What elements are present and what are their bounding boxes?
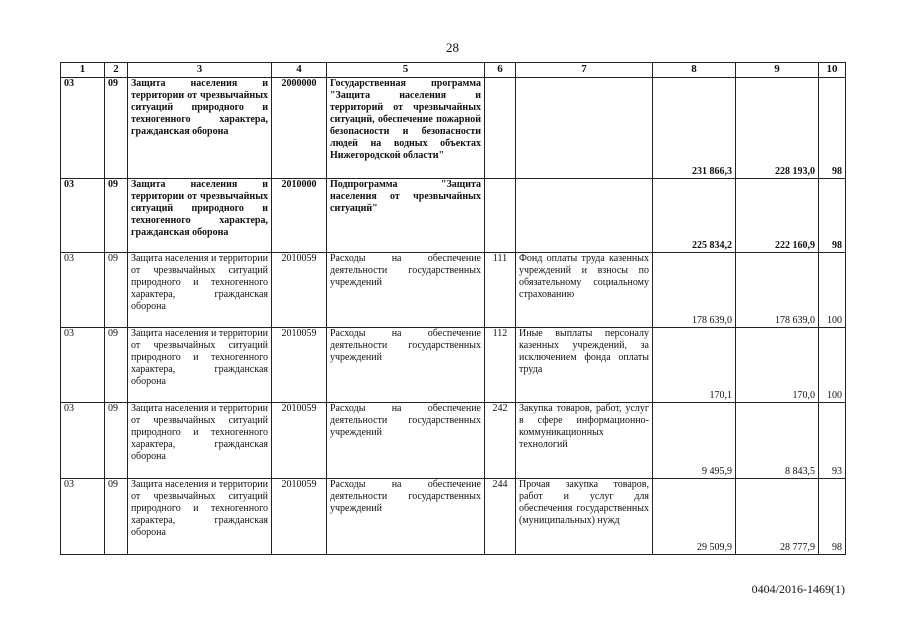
page-number: 28 xyxy=(446,40,459,55)
section-code: 03 xyxy=(61,403,105,479)
expense-type-name: Прочая закупка товаров, работ и услуг для обеспечения государственных (муниципальных) нужд xyxy=(516,479,653,555)
actual-amount: 8 843,5 xyxy=(736,403,819,479)
expense-type-name xyxy=(516,179,653,253)
execution-percent: 98 xyxy=(819,78,846,179)
execution-percent: 93 xyxy=(819,403,846,479)
section-code: 03 xyxy=(61,253,105,328)
section-name: Защита населения и территории от чрезвычайных ситуаций природного и техногенного характера, гражданская оборона xyxy=(128,479,272,555)
column-header: 10 xyxy=(819,63,846,78)
planned-amount: 231 866,3 xyxy=(653,78,736,179)
table-row xyxy=(61,403,846,479)
expense-type-name xyxy=(516,78,653,179)
planned-amount: 170,1 xyxy=(653,328,736,403)
document-code: 0404/2016-1469(1) xyxy=(751,582,845,596)
actual-amount: 178 639,0 xyxy=(736,253,819,328)
subsection-code: 09 xyxy=(105,328,128,403)
subsection-code: 09 xyxy=(105,403,128,479)
table-row xyxy=(61,179,846,253)
section-name: Защита населения и территории от чрезвычайных ситуаций природного и техногенного характера, гражданская оборона xyxy=(128,403,272,479)
execution-percent: 98 xyxy=(819,179,846,253)
section-code: 03 xyxy=(61,179,105,253)
section-code: 03 xyxy=(61,479,105,555)
section-name: Защита населения и территории от чрезвычайных ситуаций природного и техногенного характера, гражданская оборона xyxy=(128,78,272,179)
expense-type-code: 112 xyxy=(485,328,516,403)
planned-amount: 9 495,9 xyxy=(653,403,736,479)
target-article-code: 2000000 xyxy=(272,78,327,179)
header-row xyxy=(61,63,846,78)
subsection-code: 09 xyxy=(105,78,128,179)
target-article-code: 2010000 xyxy=(272,179,327,253)
target-article-name: Расходы на обеспечение деятельности государственных учреждений xyxy=(327,328,485,403)
section-name: Защита населения и территории от чрезвычайных ситуаций природного и техногенного характера, гражданская оборона xyxy=(128,328,272,403)
actual-amount: 170,0 xyxy=(736,328,819,403)
subsection-code: 09 xyxy=(105,179,128,253)
column-header: 9 xyxy=(736,63,819,78)
subsection-code: 09 xyxy=(105,479,128,555)
section-name: Защита населения и территории от чрезвычайных ситуаций природного и техногенного характера, гражданская оборона xyxy=(128,253,272,328)
execution-percent: 100 xyxy=(819,253,846,328)
column-header: 4 xyxy=(272,63,327,78)
column-header: 8 xyxy=(653,63,736,78)
target-article-name: Расходы на обеспечение деятельности государственных учреждений xyxy=(327,403,485,479)
execution-percent: 98 xyxy=(819,479,846,555)
section-name: Защита населения и территории от чрезвычайных ситуаций природного и техногенного характера, гражданская оборона xyxy=(128,179,272,253)
expense-type-code: 242 xyxy=(485,403,516,479)
target-article-name: Подпрограмма "Защита населения от чрезвычайных ситуаций" xyxy=(327,179,485,253)
planned-amount: 225 834,2 xyxy=(653,179,736,253)
expense-type-name: Закупка товаров, работ, услуг в сфере информационно-коммуникационных технологий xyxy=(516,403,653,479)
target-article-code: 2010059 xyxy=(272,328,327,403)
expense-type-name: Иные выплаты персоналу казенных учреждений, за исключением фонда оплаты труда xyxy=(516,328,653,403)
table-row xyxy=(61,479,846,555)
target-article-code: 2010059 xyxy=(272,403,327,479)
table-row xyxy=(61,328,846,403)
expense-type-code: 111 xyxy=(485,253,516,328)
column-header: 6 xyxy=(485,63,516,78)
column-header: 2 xyxy=(105,63,128,78)
target-article-code: 2010059 xyxy=(272,253,327,328)
target-article-name: Расходы на обеспечение деятельности государственных учреждений xyxy=(327,479,485,555)
column-header: 7 xyxy=(516,63,653,78)
actual-amount: 28 777,9 xyxy=(736,479,819,555)
section-code: 03 xyxy=(61,78,105,179)
expense-type-name: Фонд оплаты труда казенных учреждений и взносы по обязательному социальному страхованию xyxy=(516,253,653,328)
actual-amount: 228 193,0 xyxy=(736,78,819,179)
column-header: 1 xyxy=(61,63,105,78)
table-row xyxy=(61,78,846,179)
expense-type-code: 244 xyxy=(485,479,516,555)
target-article-name: Расходы на обеспечение деятельности государственных учреждений xyxy=(327,253,485,328)
planned-amount: 29 509,9 xyxy=(653,479,736,555)
budget-table xyxy=(60,62,846,555)
planned-amount: 178 639,0 xyxy=(653,253,736,328)
table-row xyxy=(61,253,846,328)
target-article-name: Государственная программа "Защита населения и территорий от чрезвычайных ситуаций, обеспечение пожарной безопасности и безопасности людей на водных объектах Нижегородской области" xyxy=(327,78,485,179)
actual-amount: 222 160,9 xyxy=(736,179,819,253)
target-article-code: 2010059 xyxy=(272,479,327,555)
column-header: 3 xyxy=(128,63,272,78)
expense-type-code xyxy=(485,78,516,179)
section-code: 03 xyxy=(61,328,105,403)
execution-percent: 100 xyxy=(819,328,846,403)
subsection-code: 09 xyxy=(105,253,128,328)
column-header: 5 xyxy=(327,63,485,78)
expense-type-code xyxy=(485,179,516,253)
